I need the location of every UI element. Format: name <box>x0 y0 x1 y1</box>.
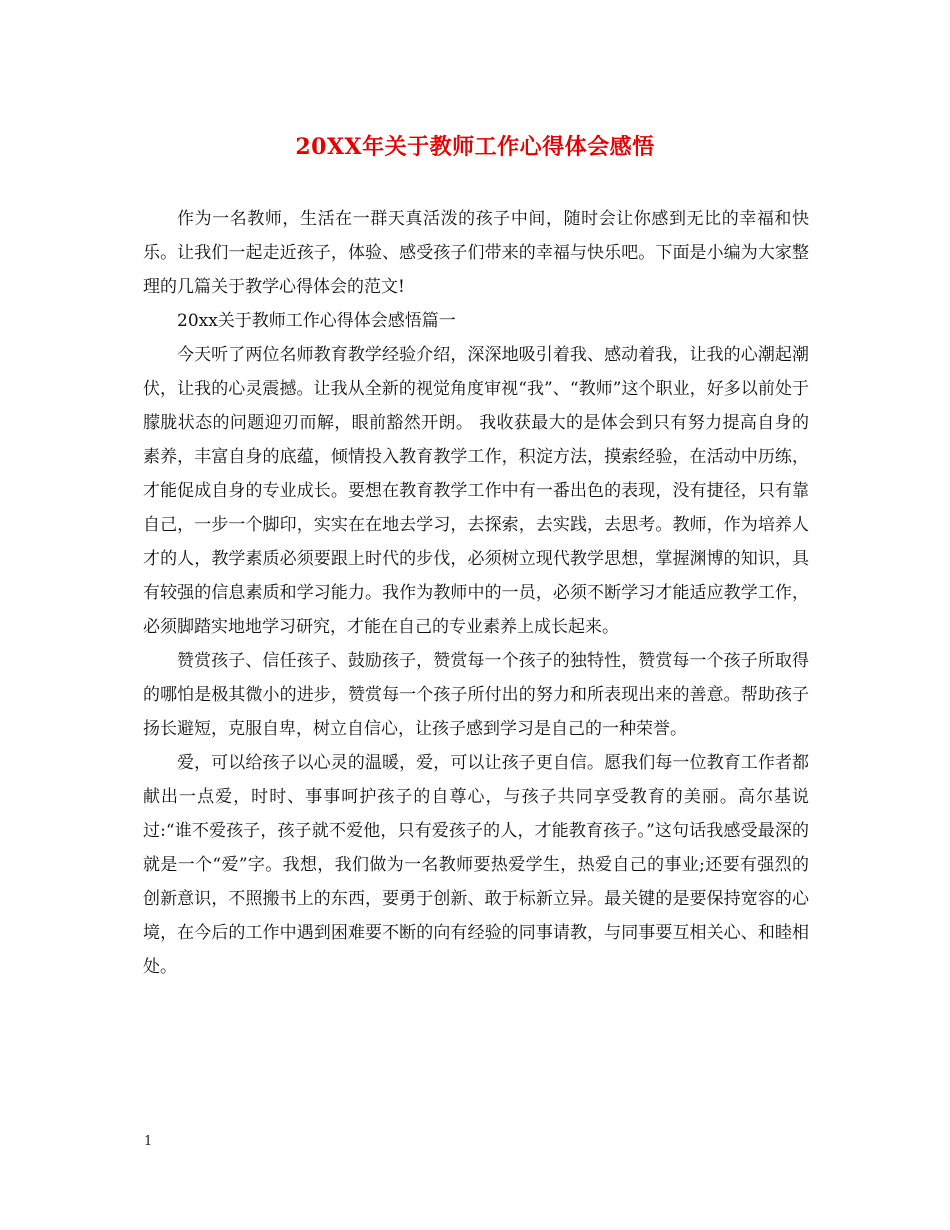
intro-paragraph: 作为一名教师，生活在一群天真活泼的孩子中间，随时会让你感到无比的幸福和快乐。让我们一起走近孩子，体验、感受孩子们带来的幸福与快乐吧。下面是小编为大家整理的几篇关于教学心得体会的范文! <box>143 209 809 297</box>
document-title: 20XX年关于教师工作心得体会感悟 <box>295 134 655 160</box>
body-paragraph: 爱，可以给孩子以心灵的温暖，爱，可以让孩子更自信。愿我们每一位教育工作者都献出一点爱，时时、事事呵护孩子的自尊心，与孩子共同享受教育的美丽。高尔基说过:“谁不爱孩子，孩子就不爱他，只有爱孩子的人，才能教育孩子。”这句话我感受最深的就是一个“爱”字。我想，我们做为一名教师要热爱学生，热爱自己的事业;还要有强烈的创新意识，不照搬书上的东西，要勇于创新、敢于标新立异。最关键的是要保持宽容的心境，在今后的工作中遇到困难要不断的向有经验的同事请教，与同事要互相关心、和睦相处。 <box>143 753 809 977</box>
page-number: 1 <box>144 1134 153 1149</box>
document-body <box>143 202 809 984</box>
section-heading: 20xx关于教师工作心得体会感悟篇一 <box>177 311 456 331</box>
body-paragraph: 今天听了两位名师教育教学经验介绍，深深地吸引着我、感动着我，让我的心潮起潮伏，让我的心灵震撼。让我从全新的视觉角度审视“我”、“教师”这个职业，好多以前处于朦胧状态的问题迎刃而解，眼前豁然开朗。 我收获最大的是体会到只有努力提高自身的素养，丰富自身的底蕴，倾情投入教育教学工作，积淀方法，摸索经验，在活动中历练，才能促成自身的专业成长。要想在教育教学工作中有一番出色的表现，没有捷径，只有靠自己，一步一个脚印，实实在在地去学习，去探索，去实践，去思考。教师，作为培养人才的人，教学素质必须要跟上时代的步伐，必须树立现代教学思想，掌握渊博的知识，具有较强的信息素质和学习能力。我作为教师中的一员，必须不断学习才能适应教学工作，必须脚踏实地地学习研究，才能在自己的专业素养上成长起来。 <box>143 345 809 637</box>
body-paragraph: 赞赏孩子、信任孩子、鼓励孩子，赞赏每一个孩子的独特性，赞赏每一个孩子所取得的哪怕是极其微小的进步，赞赏每一个孩子所付出的努力和所表现出来的善意。帮助孩子扬长避短，克服自卑，树立自信心，让孩子感到学习是自己的一种荣誉。 <box>143 651 809 739</box>
